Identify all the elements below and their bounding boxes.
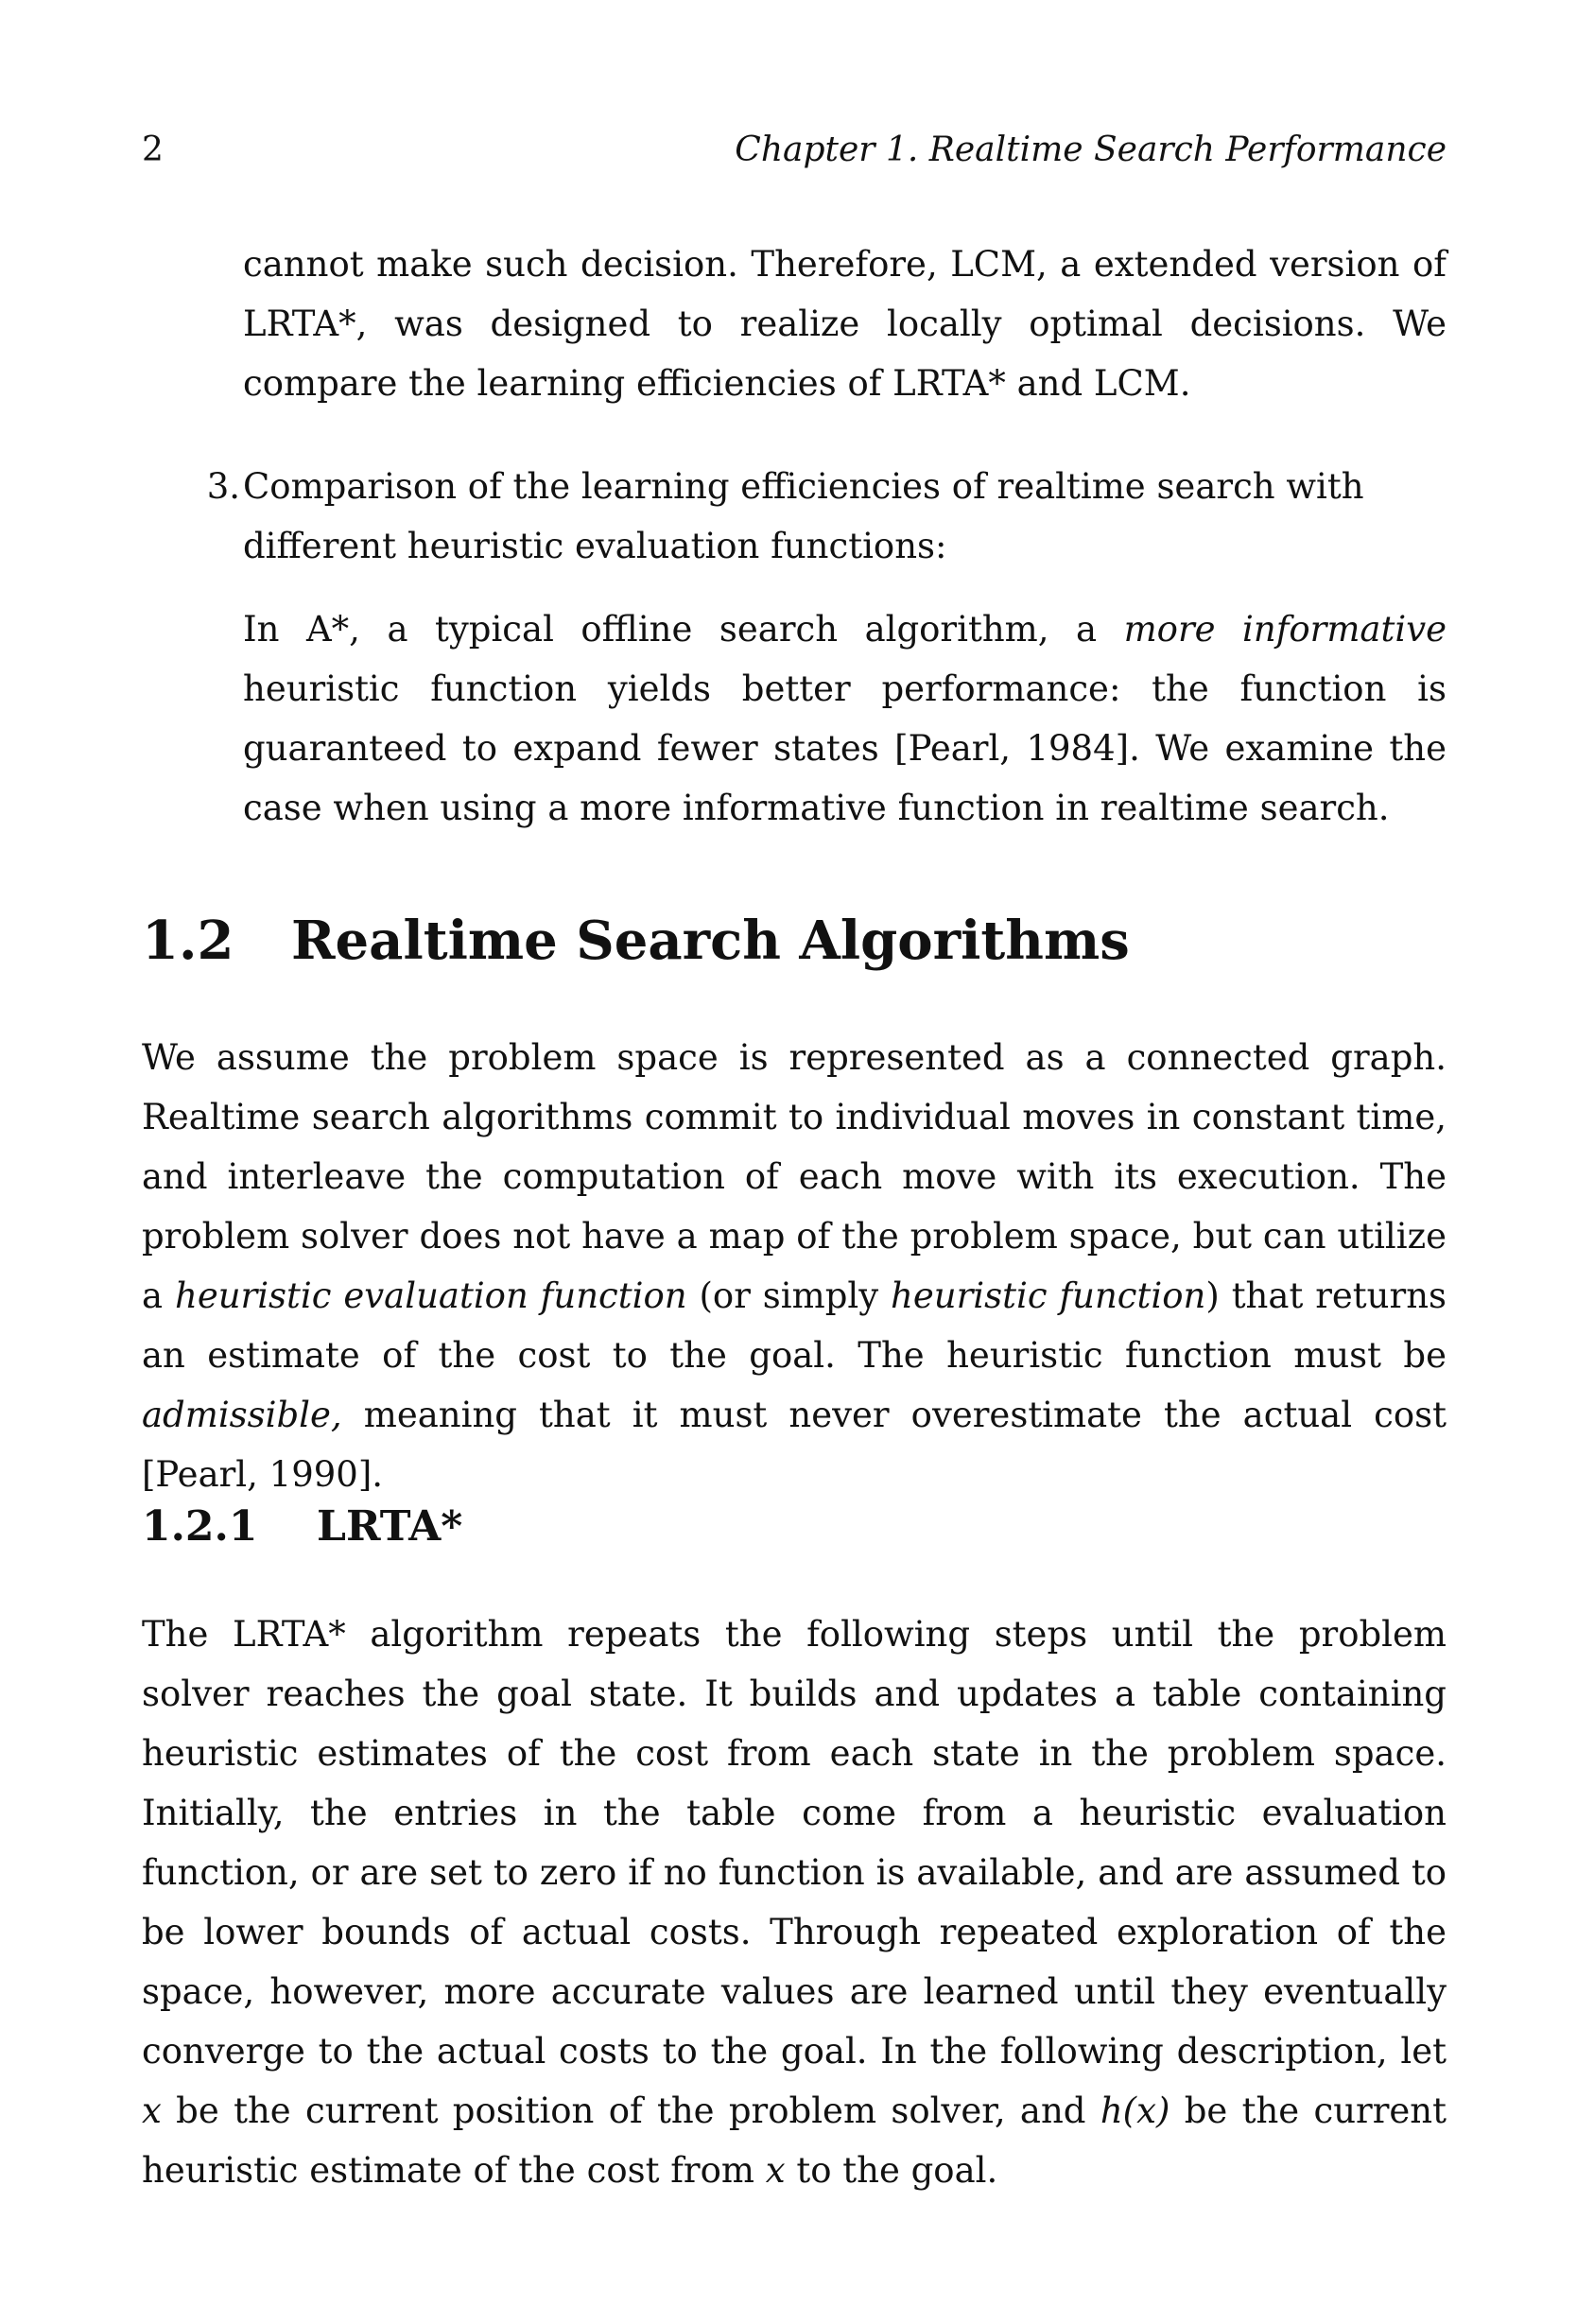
text-run: heuristic function yields better performance: the function is guaranteed to expand fewer states [Pearl, 1984]. We examine the case when using a more informative function in realtime search. xyxy=(243,668,1447,828)
section-heading xyxy=(142,903,1447,979)
subsection-heading xyxy=(142,1497,1447,1557)
emphasis: heuristic function xyxy=(891,1275,1206,1316)
emphasis: admissible, xyxy=(142,1395,342,1435)
text-run: meaning that it must never overestimate the actual cost [Pearl, 1990]. xyxy=(142,1395,1447,1495)
text-run: be the current heuristic estimate of the cost from xyxy=(142,2090,1447,2191)
text-run: (or simply xyxy=(686,1275,892,1316)
subsection-title: LRTA* xyxy=(317,1502,463,1551)
subsection-paragraph xyxy=(142,1604,1447,2200)
emphasis: more informative xyxy=(1123,609,1447,650)
section-title: Realtime Search Algorithms xyxy=(291,910,1130,972)
running-chapter-title: Chapter 1. Realtime Search Performance xyxy=(735,130,1447,169)
list-item-paragraph xyxy=(243,599,1447,838)
page-number: 2 xyxy=(142,130,164,169)
text-run: The LRTA* algorithm repeats the following steps until the problem solver reaches the goal state. It builds and updates a table containing heuristic estimates of the cost from each state in the problem space. Initially, the entries in the table come from a heuristic evaluation function, or are set to zero if no function is available, and are assumed to be lower bounds of actual costs. Through repeated exploration of the space, however, more accurate values are learned until they eventually converge to the actual costs to the goal. In the following description, let xyxy=(142,1614,1447,2072)
continued-list-paragraph: cannot make such decision. Therefore, LCM, a extended version of LRTA*, was designed to realize locally optimal decisions. We compare the learning efficiencies of LRTA* and LCM. xyxy=(243,244,1447,404)
list-item-title: Comparison of the learning efficiencies of realtime search with different heuristic evaluation functions: xyxy=(243,466,1364,566)
list-marker: 3. xyxy=(206,466,240,507)
text-run: be the current position of the problem solver, and xyxy=(161,2090,1100,2131)
section-paragraph xyxy=(142,1028,1447,1504)
math-variable: x xyxy=(142,2090,162,2131)
math-variable: x xyxy=(765,2150,786,2191)
math-expression: h(x) xyxy=(1100,2090,1170,2131)
text-run: ) that returns an estimate of the cost to the goal. The heuristic function must be xyxy=(142,1275,1447,1376)
section-number: 1.2 xyxy=(142,910,234,972)
text-run: to the goal. xyxy=(785,2150,998,2191)
text-run: In A*, a typical offline search algorithm, a xyxy=(243,609,1124,650)
emphasis: heuristic evaluation function xyxy=(174,1275,687,1316)
text-run: We assume the problem space is represented as a connected graph. Realtime search algorithms commit to individual moves in constant time, and interleave the computation of each move with its execution. The problem solver does not have a map of the problem space, but can utilize a xyxy=(142,1037,1447,1316)
running-head xyxy=(142,130,1447,178)
subsection-number: 1.2.1 xyxy=(142,1502,258,1551)
